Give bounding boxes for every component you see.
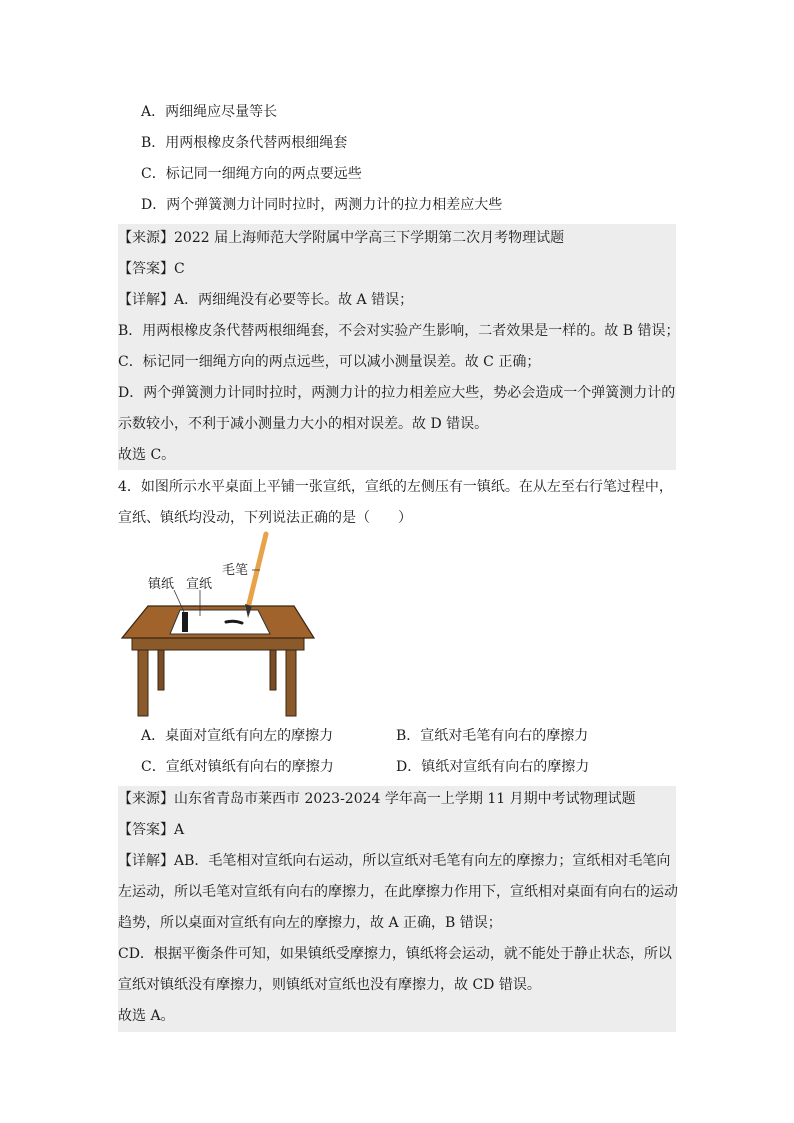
q4-analysis-line-4: CD．根据平衡条件可知，如果镇纸受摩擦力，镇纸将会运动，就不能处于静止状态，所以 bbox=[118, 946, 672, 962]
q4-answer: 【答案】A bbox=[118, 822, 185, 838]
table-apron bbox=[132, 638, 304, 650]
q4-figure bbox=[118, 530, 318, 722]
q4-analysis-line-3: 趋势，所以桌面对宣纸有向左的摩擦力，故 A 正确，B 错误； bbox=[118, 915, 502, 931]
q3-option-a: A．两细绳应尽量等长 bbox=[141, 104, 278, 120]
q3-analysis-line-6: 故选 C。 bbox=[118, 447, 176, 463]
brush-handle bbox=[248, 534, 266, 608]
q3-analysis-line-1: 【详解】A．两细绳没有必要等长。故 A 错误； bbox=[118, 292, 414, 308]
q3-analysis-line-5: 示数较小，不利于减小测量力大小的相对误差。故 D 错误。 bbox=[118, 416, 489, 432]
q4-explanation-block bbox=[118, 786, 676, 1032]
q4-analysis-line-5: 宣纸对镇纸没有摩擦力，则镇纸对宣纸也没有摩擦力，故 CD 错误。 bbox=[118, 977, 541, 993]
paperweight bbox=[182, 612, 188, 632]
table-leg-front-right bbox=[286, 648, 296, 716]
q3-source: 【来源】2022 届上海师范大学附属中学高三下学期第二次月考物理试题 bbox=[118, 230, 565, 246]
q3-option-b: B．用两根橡皮条代替两根细绳套 bbox=[141, 135, 348, 151]
q4-option-c: C．宣纸对镇纸有向右的摩擦力 bbox=[141, 759, 334, 775]
q3-analysis-line-3: C．标记同一细绳方向的两点远些，可以减小测量误差。故 C 正确； bbox=[118, 354, 541, 370]
q4-analysis-line-1: 【详解】AB．毛笔相对宣纸向右运动，所以宣纸对毛笔有向左的摩擦力；宣纸相对毛笔向 bbox=[118, 853, 671, 869]
q4-stem-line-2: 宣纸、镇纸均没动，下列说法正确的是（ ） bbox=[118, 510, 412, 526]
q3-option-c: C．标记同一细绳方向的两点要远些 bbox=[141, 166, 362, 182]
q4-stem-line-1: 4．如图所示水平桌面上平铺一张宣纸，宣纸的左侧压有一镇纸。在从左至右行笔过程中， bbox=[118, 479, 673, 495]
table-leg-front-left bbox=[138, 648, 148, 716]
q4-source: 【来源】山东省青岛市莱西市 2023-2024 学年高一上学期 11 月期中考试物理试题 bbox=[118, 791, 636, 807]
q3-answer: 【答案】C bbox=[118, 261, 185, 277]
q4-option-d: D．镇纸对宣纸有向右的摩擦力 bbox=[396, 759, 590, 775]
brush-label: 毛笔 bbox=[222, 562, 249, 577]
ink-stroke bbox=[226, 621, 242, 623]
q3-analysis-line-2: B．用两根橡皮条代替两根细绳套，不会对实验产生影响，二者效果是一样的。故 B 错误； bbox=[118, 323, 680, 339]
paperweight-label: 镇纸 bbox=[148, 576, 175, 591]
q4-analysis-line-6: 故选 A。 bbox=[118, 1008, 175, 1024]
paper-label: 宣纸 bbox=[186, 576, 213, 591]
q4-analysis-line-2: 左运动，所以毛笔对宣纸有向右的摩擦力，在此摩擦力作用下，宣纸相对桌面有向右的运动 bbox=[118, 884, 678, 900]
q4-option-a: A．桌面对宣纸有向左的摩擦力 bbox=[141, 728, 334, 744]
q4-option-b: B．宣纸对毛笔有向右的摩擦力 bbox=[396, 728, 589, 744]
desk-illustration bbox=[118, 530, 318, 722]
q3-option-d: D．两个弹簧测力计同时拉时，两测力计的拉力相差应大些 bbox=[141, 197, 503, 213]
q3-analysis-line-4: D．两个弹簧测力计同时拉时，两测力计的拉力相差应大些，势必会造成一个弹簧测力计的 bbox=[118, 385, 676, 401]
